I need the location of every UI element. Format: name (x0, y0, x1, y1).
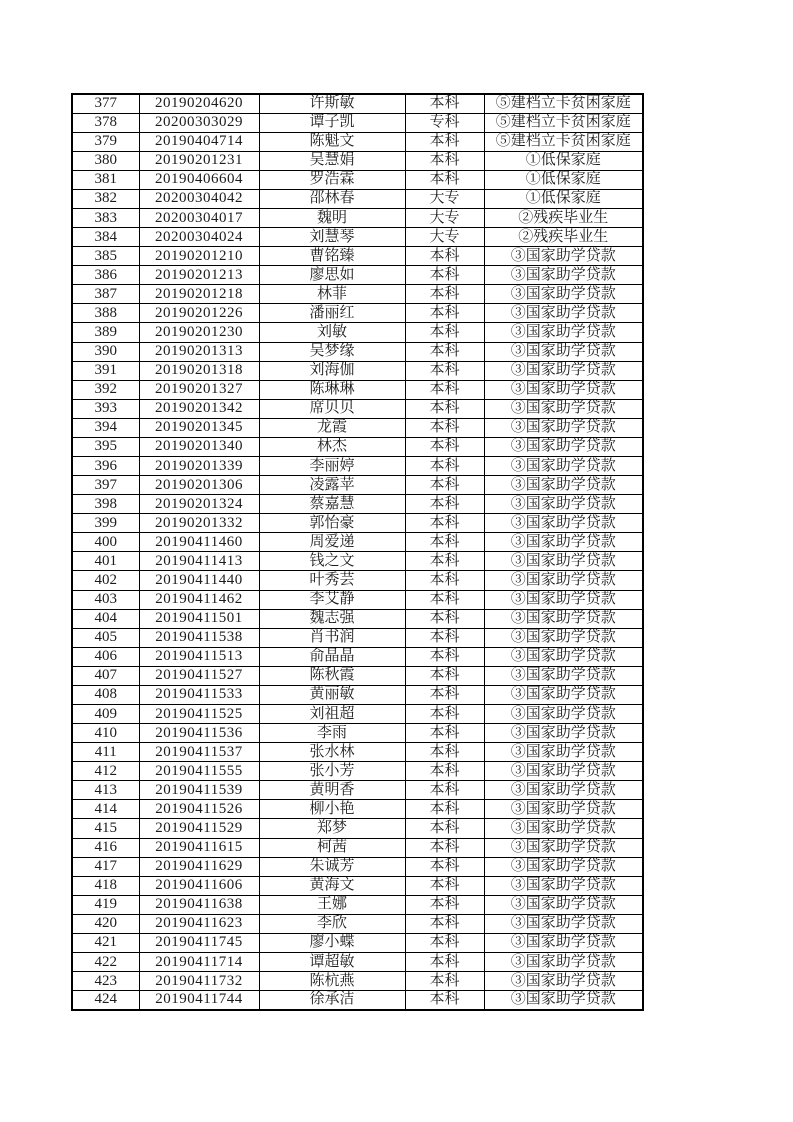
aid-category-cell: ③国家助学贷款 (484, 514, 643, 533)
table-row (72, 724, 643, 743)
table-row (72, 189, 643, 208)
aid-category-cell: ③国家助学贷款 (484, 590, 643, 609)
table-row (72, 514, 643, 533)
student-id-cell: 20190411538 (139, 628, 259, 647)
table-row (72, 819, 643, 838)
student-id-cell: 20190404714 (139, 132, 259, 151)
aid-category-cell: ③国家助学贷款 (484, 666, 643, 685)
serial-number-cell: 392 (72, 380, 139, 399)
education-level-cell: 本科 (405, 495, 484, 514)
aid-category-cell: ③国家助学贷款 (484, 361, 643, 380)
student-name-cell: 魏明 (259, 208, 405, 227)
table-row (72, 800, 643, 819)
education-level-cell: 本科 (405, 151, 484, 170)
student-name-cell: 李丽婷 (259, 456, 405, 475)
table-row (72, 972, 643, 991)
student-name-cell: 刘敏 (259, 323, 405, 342)
student-name-cell: 陈琳琳 (259, 380, 405, 399)
aid-category-cell: ③国家助学贷款 (484, 399, 643, 418)
student-name-cell: 黄丽敏 (259, 685, 405, 704)
student-aid-roster-table (71, 93, 644, 1011)
serial-number-cell: 398 (72, 495, 139, 514)
aid-category-cell: ⑤建档立卡贫困家庭 (484, 94, 643, 113)
student-id-cell: 20190201230 (139, 323, 259, 342)
education-level-cell: 本科 (405, 266, 484, 285)
serial-number-cell: 417 (72, 857, 139, 876)
serial-number-cell: 379 (72, 132, 139, 151)
serial-number-cell: 413 (72, 781, 139, 800)
student-name-cell: 钱之文 (259, 552, 405, 571)
aid-category-cell: ③国家助学贷款 (484, 609, 643, 628)
student-name-cell: 柳小艳 (259, 800, 405, 819)
student-name-cell: 俞晶晶 (259, 647, 405, 666)
table-row (72, 705, 643, 724)
table-row (72, 456, 643, 475)
table-row (72, 285, 643, 304)
serial-number-cell: 409 (72, 705, 139, 724)
table-row (72, 342, 643, 361)
education-level-cell: 本科 (405, 762, 484, 781)
table-row (72, 838, 643, 857)
table-row (72, 685, 643, 704)
education-level-cell: 本科 (405, 743, 484, 762)
education-level-cell: 本科 (405, 361, 484, 380)
student-id-cell: 20190201218 (139, 285, 259, 304)
table-row (72, 533, 643, 552)
student-id-cell: 20190406604 (139, 170, 259, 189)
student-name-cell: 黄海文 (259, 876, 405, 895)
education-level-cell: 本科 (405, 456, 484, 475)
student-name-cell: 李艾静 (259, 590, 405, 609)
student-id-cell: 20190411529 (139, 819, 259, 838)
aid-category-cell: ③国家助学贷款 (484, 953, 643, 972)
student-id-cell: 20190411526 (139, 800, 259, 819)
aid-category-cell: ③国家助学贷款 (484, 991, 643, 1010)
student-id-cell: 20190201318 (139, 361, 259, 380)
student-id-cell: 20190201342 (139, 399, 259, 418)
education-level-cell: 本科 (405, 705, 484, 724)
serial-number-cell: 420 (72, 914, 139, 933)
aid-category-cell: ③国家助学贷款 (484, 647, 643, 666)
student-id-cell: 20190411615 (139, 838, 259, 857)
serial-number-cell: 389 (72, 323, 139, 342)
education-level-cell: 本科 (405, 132, 484, 151)
student-id-cell: 20190411606 (139, 876, 259, 895)
student-name-cell: 陈魁文 (259, 132, 405, 151)
student-id-cell: 20190411629 (139, 857, 259, 876)
serial-number-cell: 380 (72, 151, 139, 170)
education-level-cell: 本科 (405, 628, 484, 647)
serial-number-cell: 395 (72, 437, 139, 456)
student-name-cell: 张水林 (259, 743, 405, 762)
student-name-cell: 张小芳 (259, 762, 405, 781)
table-row (72, 628, 643, 647)
serial-number-cell: 377 (72, 94, 139, 113)
education-level-cell: 本科 (405, 399, 484, 418)
serial-number-cell: 423 (72, 972, 139, 991)
serial-number-cell: 407 (72, 666, 139, 685)
education-level-cell: 本科 (405, 609, 484, 628)
table-row (72, 380, 643, 399)
aid-category-cell: ③国家助学贷款 (484, 323, 643, 342)
serial-number-cell: 408 (72, 685, 139, 704)
education-level-cell: 本科 (405, 552, 484, 571)
student-name-cell: 凌露苹 (259, 476, 405, 495)
serial-number-cell: 405 (72, 628, 139, 647)
aid-category-cell: ③国家助学贷款 (484, 380, 643, 399)
student-name-cell: 李欣 (259, 914, 405, 933)
student-id-cell: 20200303029 (139, 113, 259, 132)
aid-category-cell: ③国家助学贷款 (484, 972, 643, 991)
serial-number-cell: 386 (72, 266, 139, 285)
education-level-cell: 本科 (405, 933, 484, 952)
table-row (72, 113, 643, 132)
student-id-cell: 20190411555 (139, 762, 259, 781)
serial-number-cell: 378 (72, 113, 139, 132)
education-level-cell: 本科 (405, 170, 484, 189)
student-id-cell: 20190201345 (139, 418, 259, 437)
student-name-cell: 柯茜 (259, 838, 405, 857)
education-level-cell: 本科 (405, 590, 484, 609)
education-level-cell: 本科 (405, 94, 484, 113)
student-name-cell: 李雨 (259, 724, 405, 743)
student-name-cell: 刘慧琴 (259, 228, 405, 247)
table-row (72, 876, 643, 895)
student-name-cell: 潘丽红 (259, 304, 405, 323)
serial-number-cell: 401 (72, 552, 139, 571)
aid-category-cell: ⑤建档立卡贫困家庭 (484, 132, 643, 151)
education-level-cell: 本科 (405, 857, 484, 876)
student-id-cell: 20190411623 (139, 914, 259, 933)
student-id-cell: 20190411513 (139, 647, 259, 666)
serial-number-cell: 414 (72, 800, 139, 819)
student-id-cell: 20190204620 (139, 94, 259, 113)
aid-category-cell: ③国家助学贷款 (484, 533, 643, 552)
aid-category-cell: ③国家助学贷款 (484, 933, 643, 952)
serial-number-cell: 410 (72, 724, 139, 743)
student-id-cell: 20190411533 (139, 685, 259, 704)
student-name-cell: 谭超敏 (259, 953, 405, 972)
education-level-cell: 本科 (405, 666, 484, 685)
aid-category-cell: ③国家助学贷款 (484, 552, 643, 571)
aid-category-cell: ⑤建档立卡贫困家庭 (484, 113, 643, 132)
table-row (72, 991, 643, 1010)
student-id-cell: 20190201226 (139, 304, 259, 323)
aid-category-cell: ③国家助学贷款 (484, 342, 643, 361)
table-row (72, 94, 643, 113)
aid-category-cell: ③国家助学贷款 (484, 495, 643, 514)
aid-category-cell: ③国家助学贷款 (484, 418, 643, 437)
table-row (72, 857, 643, 876)
education-level-cell: 本科 (405, 380, 484, 399)
student-name-cell: 蔡嘉慧 (259, 495, 405, 514)
student-id-cell: 20190201327 (139, 380, 259, 399)
serial-number-cell: 422 (72, 953, 139, 972)
student-id-cell: 20190201339 (139, 456, 259, 475)
education-level-cell: 本科 (405, 819, 484, 838)
student-id-cell: 20190411413 (139, 552, 259, 571)
table-row (72, 228, 643, 247)
serial-number-cell: 397 (72, 476, 139, 495)
table-row (72, 647, 643, 666)
student-id-cell: 20190201306 (139, 476, 259, 495)
aid-category-cell: ③国家助学贷款 (484, 476, 643, 495)
serial-number-cell: 418 (72, 876, 139, 895)
table-row (72, 743, 643, 762)
student-id-cell: 20190411714 (139, 953, 259, 972)
student-id-cell: 20190201332 (139, 514, 259, 533)
serial-number-cell: 382 (72, 189, 139, 208)
aid-category-cell: ③国家助学贷款 (484, 762, 643, 781)
aid-category-cell: ③国家助学贷款 (484, 266, 643, 285)
student-id-cell: 20190411536 (139, 724, 259, 743)
student-name-cell: 陈杭燕 (259, 972, 405, 991)
serial-number-cell: 419 (72, 895, 139, 914)
table-row (72, 170, 643, 189)
student-name-cell: 徐承洁 (259, 991, 405, 1010)
student-id-cell: 20190201313 (139, 342, 259, 361)
aid-category-cell: ③国家助学贷款 (484, 285, 643, 304)
table-row (72, 151, 643, 170)
aid-category-cell: ③国家助学贷款 (484, 724, 643, 743)
table-row (72, 323, 643, 342)
student-name-cell: 刘祖超 (259, 705, 405, 724)
student-name-cell: 廖思如 (259, 266, 405, 285)
aid-category-cell: ③国家助学贷款 (484, 781, 643, 800)
serial-number-cell: 391 (72, 361, 139, 380)
student-id-cell: 20190201213 (139, 266, 259, 285)
education-level-cell: 本科 (405, 800, 484, 819)
student-name-cell: 曹铭臻 (259, 247, 405, 266)
education-level-cell: 专科 (405, 113, 484, 132)
student-id-cell: 20190411525 (139, 705, 259, 724)
student-name-cell: 陈秋霞 (259, 666, 405, 685)
table-row (72, 933, 643, 952)
serial-number-cell: 402 (72, 571, 139, 590)
education-level-cell: 本科 (405, 914, 484, 933)
student-id-cell: 20190411527 (139, 666, 259, 685)
student-name-cell: 魏志强 (259, 609, 405, 628)
student-name-cell: 黄明香 (259, 781, 405, 800)
student-name-cell: 林杰 (259, 437, 405, 456)
student-id-cell: 20190201324 (139, 495, 259, 514)
student-id-cell: 20200304042 (139, 189, 259, 208)
serial-number-cell: 390 (72, 342, 139, 361)
education-level-cell: 大专 (405, 228, 484, 247)
aid-category-cell: ③国家助学贷款 (484, 571, 643, 590)
student-name-cell: 王娜 (259, 895, 405, 914)
aid-category-cell: ③国家助学贷款 (484, 857, 643, 876)
table-row (72, 552, 643, 571)
education-level-cell: 本科 (405, 876, 484, 895)
table-row (72, 247, 643, 266)
aid-category-cell: ①低保家庭 (484, 151, 643, 170)
table-row (72, 953, 643, 972)
table-row (72, 666, 643, 685)
table-row (72, 132, 643, 151)
serial-number-cell: 381 (72, 170, 139, 189)
aid-category-cell: ②残疾毕业生 (484, 228, 643, 247)
student-id-cell: 20190201340 (139, 437, 259, 456)
student-name-cell: 吴梦缘 (259, 342, 405, 361)
student-id-cell: 20200304024 (139, 228, 259, 247)
education-level-cell: 本科 (405, 342, 484, 361)
education-level-cell: 本科 (405, 514, 484, 533)
education-level-cell: 本科 (405, 323, 484, 342)
aid-category-cell: ②残疾毕业生 (484, 208, 643, 227)
serial-number-cell: 387 (72, 285, 139, 304)
student-name-cell: 邵林春 (259, 189, 405, 208)
serial-number-cell: 421 (72, 933, 139, 952)
table-row (72, 437, 643, 456)
serial-number-cell: 416 (72, 838, 139, 857)
education-level-cell: 大专 (405, 208, 484, 227)
roster-table-body (72, 94, 643, 1010)
serial-number-cell: 393 (72, 399, 139, 418)
student-id-cell: 20190201210 (139, 247, 259, 266)
serial-number-cell: 394 (72, 418, 139, 437)
table-row (72, 781, 643, 800)
student-name-cell: 郭怡豪 (259, 514, 405, 533)
education-level-cell: 本科 (405, 895, 484, 914)
aid-category-cell: ③国家助学贷款 (484, 247, 643, 266)
student-id-cell: 20190411440 (139, 571, 259, 590)
aid-category-cell: ③国家助学贷款 (484, 437, 643, 456)
serial-number-cell: 383 (72, 208, 139, 227)
education-level-cell: 本科 (405, 247, 484, 266)
education-level-cell: 本科 (405, 571, 484, 590)
student-name-cell: 叶秀芸 (259, 571, 405, 590)
student-id-cell: 20190411745 (139, 933, 259, 952)
student-id-cell: 20190201231 (139, 151, 259, 170)
aid-category-cell: ③国家助学贷款 (484, 876, 643, 895)
table-row (72, 762, 643, 781)
education-level-cell: 本科 (405, 972, 484, 991)
education-level-cell: 本科 (405, 647, 484, 666)
education-level-cell: 本科 (405, 533, 484, 552)
education-level-cell: 本科 (405, 285, 484, 304)
serial-number-cell: 411 (72, 743, 139, 762)
student-name-cell: 肖书润 (259, 628, 405, 647)
serial-number-cell: 424 (72, 991, 139, 1010)
table-row (72, 476, 643, 495)
student-name-cell: 郑梦 (259, 819, 405, 838)
serial-number-cell: 388 (72, 304, 139, 323)
student-id-cell: 20190411732 (139, 972, 259, 991)
student-id-cell: 20190411537 (139, 743, 259, 762)
table-row (72, 571, 643, 590)
serial-number-cell: 396 (72, 456, 139, 475)
student-name-cell: 林菲 (259, 285, 405, 304)
table-row (72, 418, 643, 437)
education-level-cell: 本科 (405, 418, 484, 437)
serial-number-cell: 384 (72, 228, 139, 247)
student-name-cell: 朱诚芳 (259, 857, 405, 876)
student-id-cell: 20200304017 (139, 208, 259, 227)
serial-number-cell: 399 (72, 514, 139, 533)
education-level-cell: 本科 (405, 991, 484, 1010)
student-name-cell: 谭子凯 (259, 113, 405, 132)
serial-number-cell: 412 (72, 762, 139, 781)
education-level-cell: 本科 (405, 781, 484, 800)
aid-category-cell: ③国家助学贷款 (484, 895, 643, 914)
table-row (72, 495, 643, 514)
education-level-cell: 本科 (405, 476, 484, 495)
aid-category-cell: ③国家助学贷款 (484, 685, 643, 704)
aid-category-cell: ③国家助学贷款 (484, 628, 643, 647)
aid-category-cell: ③国家助学贷款 (484, 743, 643, 762)
serial-number-cell: 406 (72, 647, 139, 666)
education-level-cell: 本科 (405, 685, 484, 704)
student-id-cell: 20190411462 (139, 590, 259, 609)
student-id-cell: 20190411501 (139, 609, 259, 628)
table-row (72, 399, 643, 418)
student-name-cell: 罗浩霖 (259, 170, 405, 189)
aid-category-cell: ③国家助学贷款 (484, 705, 643, 724)
education-level-cell: 本科 (405, 838, 484, 857)
table-row (72, 304, 643, 323)
education-level-cell: 本科 (405, 953, 484, 972)
student-id-cell: 20190411638 (139, 895, 259, 914)
aid-category-cell: ①低保家庭 (484, 189, 643, 208)
serial-number-cell: 404 (72, 609, 139, 628)
student-id-cell: 20190411460 (139, 533, 259, 552)
student-id-cell: 20190411539 (139, 781, 259, 800)
table-row (72, 914, 643, 933)
aid-category-cell: ①低保家庭 (484, 170, 643, 189)
table-row (72, 266, 643, 285)
aid-category-cell: ③国家助学贷款 (484, 304, 643, 323)
table-row (72, 609, 643, 628)
aid-category-cell: ③国家助学贷款 (484, 914, 643, 933)
aid-category-cell: ③国家助学贷款 (484, 838, 643, 857)
student-name-cell: 周爱递 (259, 533, 405, 552)
education-level-cell: 本科 (405, 724, 484, 743)
serial-number-cell: 400 (72, 533, 139, 552)
student-name-cell: 席贝贝 (259, 399, 405, 418)
education-level-cell: 本科 (405, 437, 484, 456)
table-row (72, 590, 643, 609)
aid-category-cell: ③国家助学贷款 (484, 800, 643, 819)
aid-category-cell: ③国家助学贷款 (484, 819, 643, 838)
table-row (72, 361, 643, 380)
education-level-cell: 大专 (405, 189, 484, 208)
serial-number-cell: 403 (72, 590, 139, 609)
student-name-cell: 许斯敏 (259, 94, 405, 113)
aid-category-cell: ③国家助学贷款 (484, 456, 643, 475)
student-name-cell: 龙霞 (259, 418, 405, 437)
student-name-cell: 刘海伽 (259, 361, 405, 380)
student-id-cell: 20190411744 (139, 991, 259, 1010)
serial-number-cell: 385 (72, 247, 139, 266)
education-level-cell: 本科 (405, 304, 484, 323)
table-row (72, 895, 643, 914)
student-name-cell: 廖小蝶 (259, 933, 405, 952)
serial-number-cell: 415 (72, 819, 139, 838)
table-row (72, 208, 643, 227)
student-name-cell: 吴慧娟 (259, 151, 405, 170)
